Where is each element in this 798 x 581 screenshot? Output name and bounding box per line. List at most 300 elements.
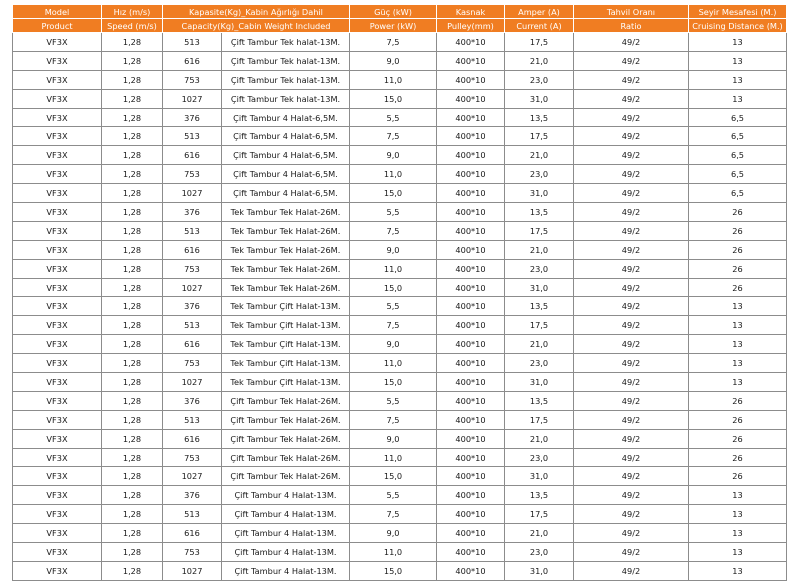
table-row — [13, 316, 787, 335]
cell-capacity: 1027 — [163, 184, 222, 203]
cell-ratio: 49/2 — [574, 391, 689, 410]
cell-power: 5,5 — [350, 203, 437, 222]
cell-model: VF3X — [13, 524, 102, 543]
cell-distance: 13 — [689, 486, 787, 505]
cell-configuration: Çift Tambur 4 Halat-6,5M. — [222, 165, 350, 184]
cell-distance: 26 — [689, 259, 787, 278]
cell-distance: 26 — [689, 240, 787, 259]
cell-model: VF3X — [13, 278, 102, 297]
cell-power: 15,0 — [350, 89, 437, 108]
cell-speed: 1,28 — [102, 316, 163, 335]
cell-configuration: Çift Tambur 4 Halat-6,5M. — [222, 184, 350, 203]
cell-current: 21,0 — [505, 429, 574, 448]
cell-pulley: 400*10 — [437, 467, 505, 486]
cell-speed: 1,28 — [102, 127, 163, 146]
cell-current: 17,5 — [505, 410, 574, 429]
cell-configuration: Tek Tambur Çift Halat-13M. — [222, 335, 350, 354]
cell-speed: 1,28 — [102, 448, 163, 467]
cell-ratio: 49/2 — [574, 89, 689, 108]
cell-pulley: 400*10 — [437, 335, 505, 354]
cell-current: 23,0 — [505, 259, 574, 278]
cell-pulley: 400*10 — [437, 524, 505, 543]
cell-configuration: Çift Tambur 4 Halat-6,5M. — [222, 127, 350, 146]
cell-ratio: 49/2 — [574, 297, 689, 316]
cell-configuration: Çift Tambur Tek Halat-26M. — [222, 391, 350, 410]
cell-model: VF3X — [13, 335, 102, 354]
cell-power: 9,0 — [350, 240, 437, 259]
cell-capacity: 753 — [163, 354, 222, 373]
header-capacity-en: Capacity(Kg)_Cabin Weight Included — [163, 19, 350, 33]
cell-power: 7,5 — [350, 316, 437, 335]
cell-power: 15,0 — [350, 561, 437, 580]
cell-speed: 1,28 — [102, 184, 163, 203]
cell-capacity: 513 — [163, 33, 222, 52]
table-row — [13, 146, 787, 165]
table-row — [13, 127, 787, 146]
cell-distance: 13 — [689, 33, 787, 52]
table-row — [13, 561, 787, 580]
cell-current: 31,0 — [505, 467, 574, 486]
cell-configuration: Çift Tambur Tek halat-13M. — [222, 33, 350, 52]
cell-speed: 1,28 — [102, 146, 163, 165]
cell-pulley: 400*10 — [437, 354, 505, 373]
cell-ratio: 49/2 — [574, 127, 689, 146]
cell-current: 17,5 — [505, 33, 574, 52]
cell-power: 11,0 — [350, 259, 437, 278]
cell-distance: 26 — [689, 391, 787, 410]
cell-speed: 1,28 — [102, 33, 163, 52]
cell-model: VF3X — [13, 391, 102, 410]
cell-distance: 13 — [689, 335, 787, 354]
table-row — [13, 354, 787, 373]
cell-capacity: 513 — [163, 410, 222, 429]
cell-power: 11,0 — [350, 70, 437, 89]
cell-configuration: Çift Tambur Tek Halat-26M. — [222, 448, 350, 467]
cell-capacity: 513 — [163, 221, 222, 240]
cell-ratio: 49/2 — [574, 203, 689, 222]
cell-current: 17,5 — [505, 127, 574, 146]
cell-current: 31,0 — [505, 278, 574, 297]
cell-distance: 26 — [689, 203, 787, 222]
cell-pulley: 400*10 — [437, 278, 505, 297]
cell-ratio: 49/2 — [574, 146, 689, 165]
cell-model: VF3X — [13, 448, 102, 467]
cell-current: 21,0 — [505, 335, 574, 354]
cell-power: 9,0 — [350, 335, 437, 354]
cell-current: 21,0 — [505, 240, 574, 259]
header-pulley-en: Pulley(mm) — [437, 19, 505, 33]
cell-capacity: 513 — [163, 316, 222, 335]
cell-pulley: 400*10 — [437, 410, 505, 429]
table-row — [13, 108, 787, 127]
cell-ratio: 49/2 — [574, 240, 689, 259]
cell-pulley: 400*10 — [437, 448, 505, 467]
cell-model: VF3X — [13, 410, 102, 429]
table-body — [13, 33, 787, 581]
cell-capacity: 1027 — [163, 89, 222, 108]
cell-capacity: 376 — [163, 203, 222, 222]
cell-ratio: 49/2 — [574, 410, 689, 429]
cell-capacity: 376 — [163, 297, 222, 316]
cell-ratio: 49/2 — [574, 221, 689, 240]
cell-power: 11,0 — [350, 165, 437, 184]
cell-current: 17,5 — [505, 316, 574, 335]
cell-model: VF3X — [13, 89, 102, 108]
cell-configuration: Tek Tambur Tek Halat-26M. — [222, 203, 350, 222]
table-row — [13, 33, 787, 52]
cell-configuration: Çift Tambur Tek Halat-26M. — [222, 410, 350, 429]
cell-speed: 1,28 — [102, 240, 163, 259]
cell-model: VF3X — [13, 543, 102, 562]
cell-current: 21,0 — [505, 524, 574, 543]
cell-ratio: 49/2 — [574, 561, 689, 580]
cell-current: 13,5 — [505, 486, 574, 505]
table-row — [13, 524, 787, 543]
cell-pulley: 400*10 — [437, 561, 505, 580]
cell-power: 15,0 — [350, 184, 437, 203]
cell-ratio: 49/2 — [574, 184, 689, 203]
cell-ratio: 49/2 — [574, 505, 689, 524]
cell-ratio: 49/2 — [574, 259, 689, 278]
cell-ratio: 49/2 — [574, 108, 689, 127]
cell-speed: 1,28 — [102, 89, 163, 108]
cell-capacity: 376 — [163, 391, 222, 410]
cell-configuration: Çift Tambur 4 Halat-6,5M. — [222, 108, 350, 127]
cell-capacity: 376 — [163, 486, 222, 505]
header-ratio-en: Ratio — [574, 19, 689, 33]
cell-distance: 13 — [689, 543, 787, 562]
cell-capacity: 616 — [163, 146, 222, 165]
cell-ratio: 49/2 — [574, 278, 689, 297]
table-row — [13, 391, 787, 410]
cell-speed: 1,28 — [102, 373, 163, 392]
cell-configuration: Çift Tambur Tek halat-13M. — [222, 89, 350, 108]
cell-pulley: 400*10 — [437, 184, 505, 203]
cell-power: 5,5 — [350, 297, 437, 316]
cell-speed: 1,28 — [102, 278, 163, 297]
cell-model: VF3X — [13, 51, 102, 70]
cell-speed: 1,28 — [102, 203, 163, 222]
cell-distance: 13 — [689, 373, 787, 392]
cell-pulley: 400*10 — [437, 429, 505, 448]
cell-model: VF3X — [13, 505, 102, 524]
cell-model: VF3X — [13, 297, 102, 316]
cell-power: 15,0 — [350, 467, 437, 486]
cell-ratio: 49/2 — [574, 354, 689, 373]
cell-power: 9,0 — [350, 429, 437, 448]
cell-model: VF3X — [13, 146, 102, 165]
cell-ratio: 49/2 — [574, 373, 689, 392]
cell-power: 15,0 — [350, 373, 437, 392]
cell-power: 7,5 — [350, 127, 437, 146]
header-model: Model — [13, 5, 102, 19]
cell-ratio: 49/2 — [574, 467, 689, 486]
elevator-spec-table — [12, 4, 787, 581]
cell-power: 11,0 — [350, 448, 437, 467]
cell-power: 15,0 — [350, 278, 437, 297]
header-distance-en: Cruising Distance (M.) — [689, 19, 787, 33]
cell-model: VF3X — [13, 373, 102, 392]
cell-current: 21,0 — [505, 146, 574, 165]
cell-speed: 1,28 — [102, 561, 163, 580]
cell-distance: 26 — [689, 278, 787, 297]
table-row — [13, 410, 787, 429]
header-speed: Hız (m/s) — [102, 5, 163, 19]
cell-capacity: 513 — [163, 127, 222, 146]
table-row — [13, 259, 787, 278]
cell-model: VF3X — [13, 486, 102, 505]
header-ratio: Tahvil Oranı — [574, 5, 689, 19]
cell-speed: 1,28 — [102, 221, 163, 240]
cell-pulley: 400*10 — [437, 33, 505, 52]
cell-current: 21,0 — [505, 51, 574, 70]
cell-distance: 26 — [689, 410, 787, 429]
table-row — [13, 486, 787, 505]
cell-pulley: 400*10 — [437, 391, 505, 410]
cell-capacity: 1027 — [163, 561, 222, 580]
cell-distance: 26 — [689, 448, 787, 467]
cell-distance: 13 — [689, 505, 787, 524]
cell-current: 31,0 — [505, 89, 574, 108]
cell-ratio: 49/2 — [574, 486, 689, 505]
cell-distance: 13 — [689, 524, 787, 543]
cell-configuration: Tek Tambur Tek Halat-26M. — [222, 278, 350, 297]
header-product: Product — [13, 19, 102, 33]
cell-speed: 1,28 — [102, 486, 163, 505]
cell-capacity: 1027 — [163, 467, 222, 486]
table-header — [13, 5, 787, 33]
table-row — [13, 70, 787, 89]
cell-capacity: 616 — [163, 335, 222, 354]
cell-pulley: 400*10 — [437, 127, 505, 146]
cell-configuration: Tek Tambur Çift Halat-13M. — [222, 354, 350, 373]
cell-power: 9,0 — [350, 146, 437, 165]
cell-pulley: 400*10 — [437, 486, 505, 505]
cell-capacity: 1027 — [163, 373, 222, 392]
cell-power: 7,5 — [350, 221, 437, 240]
cell-current: 23,0 — [505, 70, 574, 89]
cell-distance: 6,5 — [689, 165, 787, 184]
header-speed-en: Speed (m/s) — [102, 19, 163, 33]
cell-model: VF3X — [13, 354, 102, 373]
cell-pulley: 400*10 — [437, 373, 505, 392]
table-row — [13, 429, 787, 448]
table-row — [13, 467, 787, 486]
cell-speed: 1,28 — [102, 524, 163, 543]
cell-ratio: 49/2 — [574, 33, 689, 52]
cell-power: 9,0 — [350, 524, 437, 543]
cell-model: VF3X — [13, 259, 102, 278]
header-row-english — [13, 19, 787, 33]
cell-speed: 1,28 — [102, 467, 163, 486]
cell-distance: 13 — [689, 316, 787, 335]
cell-configuration: Çift Tambur 4 Halat-13M. — [222, 486, 350, 505]
cell-distance: 6,5 — [689, 184, 787, 203]
cell-current: 31,0 — [505, 373, 574, 392]
cell-pulley: 400*10 — [437, 203, 505, 222]
cell-speed: 1,28 — [102, 410, 163, 429]
table-row — [13, 240, 787, 259]
cell-model: VF3X — [13, 165, 102, 184]
table-row — [13, 373, 787, 392]
cell-speed: 1,28 — [102, 429, 163, 448]
header-current: Amper (A) — [505, 5, 574, 19]
cell-speed: 1,28 — [102, 108, 163, 127]
cell-power: 7,5 — [350, 505, 437, 524]
cell-pulley: 400*10 — [437, 240, 505, 259]
cell-pulley: 400*10 — [437, 505, 505, 524]
cell-capacity: 376 — [163, 108, 222, 127]
cell-configuration: Tek Tambur Tek Halat-26M. — [222, 221, 350, 240]
cell-distance: 13 — [689, 297, 787, 316]
cell-speed: 1,28 — [102, 70, 163, 89]
cell-current: 13,5 — [505, 108, 574, 127]
cell-model: VF3X — [13, 33, 102, 52]
cell-pulley: 400*10 — [437, 89, 505, 108]
cell-ratio: 49/2 — [574, 335, 689, 354]
cell-speed: 1,28 — [102, 391, 163, 410]
header-distance: Seyir Mesafesi (M.) — [689, 5, 787, 19]
cell-distance: 13 — [689, 70, 787, 89]
cell-pulley: 400*10 — [437, 70, 505, 89]
cell-current: 31,0 — [505, 184, 574, 203]
cell-capacity: 753 — [163, 165, 222, 184]
cell-pulley: 400*10 — [437, 108, 505, 127]
cell-capacity: 616 — [163, 240, 222, 259]
table-row — [13, 184, 787, 203]
table-row — [13, 505, 787, 524]
cell-distance: 26 — [689, 221, 787, 240]
cell-ratio: 49/2 — [574, 316, 689, 335]
cell-model: VF3X — [13, 70, 102, 89]
cell-power: 5,5 — [350, 391, 437, 410]
cell-capacity: 616 — [163, 524, 222, 543]
cell-capacity: 753 — [163, 70, 222, 89]
table-row — [13, 297, 787, 316]
cell-configuration: Çift Tambur Tek halat-13M. — [222, 51, 350, 70]
cell-configuration: Tek Tambur Çift Halat-13M. — [222, 297, 350, 316]
cell-speed: 1,28 — [102, 335, 163, 354]
cell-speed: 1,28 — [102, 543, 163, 562]
cell-model: VF3X — [13, 429, 102, 448]
cell-ratio: 49/2 — [574, 429, 689, 448]
table-row — [13, 89, 787, 108]
cell-distance: 6,5 — [689, 108, 787, 127]
cell-configuration: Çift Tambur 4 Halat-13M. — [222, 524, 350, 543]
cell-capacity: 616 — [163, 51, 222, 70]
cell-capacity: 616 — [163, 429, 222, 448]
cell-speed: 1,28 — [102, 165, 163, 184]
cell-pulley: 400*10 — [437, 297, 505, 316]
header-row-turkish — [13, 5, 787, 19]
cell-configuration: Çift Tambur 4 Halat-13M. — [222, 505, 350, 524]
table-row — [13, 543, 787, 562]
cell-pulley: 400*10 — [437, 259, 505, 278]
cell-speed: 1,28 — [102, 51, 163, 70]
cell-capacity: 753 — [163, 448, 222, 467]
cell-model: VF3X — [13, 108, 102, 127]
cell-current: 31,0 — [505, 561, 574, 580]
cell-current: 17,5 — [505, 221, 574, 240]
cell-distance: 13 — [689, 354, 787, 373]
cell-configuration: Çift Tambur Tek halat-13M. — [222, 70, 350, 89]
cell-configuration: Tek Tambur Çift Halat-13M. — [222, 316, 350, 335]
header-power-en: Power (kW) — [350, 19, 437, 33]
cell-power: 5,5 — [350, 486, 437, 505]
cell-distance: 6,5 — [689, 127, 787, 146]
cell-speed: 1,28 — [102, 297, 163, 316]
cell-configuration: Çift Tambur Tek Halat-26M. — [222, 429, 350, 448]
cell-model: VF3X — [13, 203, 102, 222]
cell-power: 9,0 — [350, 51, 437, 70]
cell-model: VF3X — [13, 316, 102, 335]
cell-current: 23,0 — [505, 165, 574, 184]
cell-distance: 13 — [689, 89, 787, 108]
header-power: Güç (kW) — [350, 5, 437, 19]
cell-ratio: 49/2 — [574, 524, 689, 543]
cell-ratio: 49/2 — [574, 543, 689, 562]
table-row — [13, 165, 787, 184]
table-row — [13, 51, 787, 70]
table-row — [13, 278, 787, 297]
header-pulley: Kasnak — [437, 5, 505, 19]
cell-pulley: 400*10 — [437, 146, 505, 165]
cell-pulley: 400*10 — [437, 543, 505, 562]
cell-configuration: Çift Tambur 4 Halat-13M. — [222, 543, 350, 562]
cell-configuration: Çift Tambur Tek Halat-26M. — [222, 467, 350, 486]
table-row — [13, 335, 787, 354]
cell-speed: 1,28 — [102, 505, 163, 524]
cell-model: VF3X — [13, 221, 102, 240]
cell-speed: 1,28 — [102, 354, 163, 373]
cell-pulley: 400*10 — [437, 316, 505, 335]
cell-pulley: 400*10 — [437, 221, 505, 240]
cell-configuration: Çift Tambur 4 Halat-6,5M. — [222, 146, 350, 165]
cell-current: 23,0 — [505, 448, 574, 467]
cell-capacity: 513 — [163, 505, 222, 524]
cell-power: 11,0 — [350, 543, 437, 562]
cell-current: 13,5 — [505, 203, 574, 222]
cell-configuration: Tek Tambur Çift Halat-13M. — [222, 373, 350, 392]
cell-current: 13,5 — [505, 297, 574, 316]
cell-model: VF3X — [13, 561, 102, 580]
cell-model: VF3X — [13, 240, 102, 259]
cell-distance: 26 — [689, 429, 787, 448]
cell-current: 13,5 — [505, 391, 574, 410]
cell-power: 11,0 — [350, 354, 437, 373]
cell-distance: 13 — [689, 51, 787, 70]
cell-ratio: 49/2 — [574, 165, 689, 184]
cell-ratio: 49/2 — [574, 51, 689, 70]
cell-distance: 26 — [689, 467, 787, 486]
cell-power: 7,5 — [350, 410, 437, 429]
cell-ratio: 49/2 — [574, 70, 689, 89]
cell-model: VF3X — [13, 467, 102, 486]
cell-model: VF3X — [13, 127, 102, 146]
cell-capacity: 1027 — [163, 278, 222, 297]
cell-power: 7,5 — [350, 33, 437, 52]
cell-distance: 13 — [689, 561, 787, 580]
header-current-en: Current (A) — [505, 19, 574, 33]
cell-capacity: 753 — [163, 259, 222, 278]
table-row — [13, 448, 787, 467]
cell-configuration: Çift Tambur 4 Halat-13M. — [222, 561, 350, 580]
cell-pulley: 400*10 — [437, 165, 505, 184]
cell-current: 23,0 — [505, 543, 574, 562]
cell-configuration: Tek Tambur Tek Halat-26M. — [222, 259, 350, 278]
cell-current: 17,5 — [505, 505, 574, 524]
cell-capacity: 753 — [163, 543, 222, 562]
